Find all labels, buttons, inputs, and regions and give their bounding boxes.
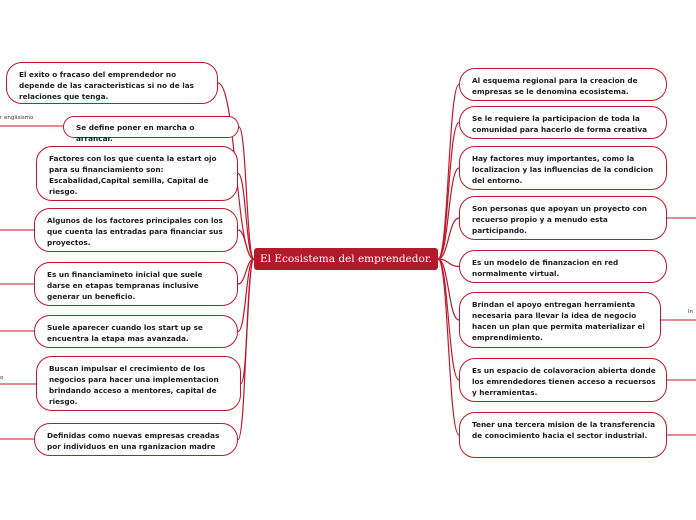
node-right-4[interactable] [459, 196, 667, 240]
edge-label-right-5: In [688, 309, 694, 315]
node-right-3[interactable] [459, 146, 667, 190]
node-right-8-text: Tener una tercera mision de la transferencia de conocimiento hacia el sector industrial. [472, 420, 656, 440]
node-left-7-text: Buscan impulsar el crecimiento de los negocios para hacer una implementacion brindando acceso a mentores, capital de riesgo. [49, 364, 219, 406]
node-left-8[interactable] [34, 423, 238, 456]
node-left-2[interactable] [63, 116, 239, 143]
node-right-2[interactable] [459, 106, 667, 139]
node-left-5-text: Es un financiamineto inicial que suele darse en etapas tempranas inclusive generar un beneficio. [47, 270, 203, 301]
node-left-1[interactable] [6, 62, 218, 104]
connector-node-left-2 [239, 127, 254, 259]
edge-label-left-6: o [0, 375, 4, 381]
node-left-3-text: Factores con los que cuenta la estart ojo para su financiamiento son: Escabalidad,Capital semilla, Capital de riesgo. [49, 154, 217, 196]
connector-node-right-8 [438, 259, 459, 435]
node-right-1-text: Al esquema regional para la creacion de empresas se le denomina ecosistema. [472, 76, 638, 96]
node-right-4-text: Son personas que apoyan un proyecto con recuerso propio y a menudo esta participando. [472, 204, 647, 235]
node-right-7-text: Es un espacio de colavoracion abierta donde los emrendedores tienen acceso a recuersos y herramientas. [472, 366, 656, 397]
edge-label-left-1: r englisismo [0, 115, 34, 121]
node-right-1[interactable] [459, 68, 667, 101]
node-left-8-text: Definidas como nuevas empresas creadas por individuos en una rganizacion madre [47, 431, 220, 451]
node-left-6-text: Suele aparecer cuando los start up se encuentra la etapa mas avanzada. [47, 323, 203, 343]
node-left-6[interactable] [34, 315, 238, 348]
central-topic[interactable]: El Ecosistema del emprendedor. [254, 248, 438, 270]
node-right-3-text: Hay factores muy importantes, como la localizacion y las influencias de la condicion del entorno. [472, 154, 654, 185]
node-right-6[interactable] [459, 292, 661, 348]
connector-node-right-7 [438, 259, 459, 380]
node-left-7[interactable] [36, 356, 241, 411]
connector-node-left-8 [238, 259, 254, 440]
connector-node-right-6 [438, 259, 459, 320]
node-right-8[interactable] [459, 412, 667, 458]
node-left-4-text: Algunos de los factores principales con los que cuenta las entradas para financiar sus proyectos. [47, 216, 223, 247]
node-left-1-text: El exito o fracaso del emprendedor no depende de las caracteristicas si no de las relaciones que tenga. [19, 70, 194, 101]
node-left-3[interactable] [36, 146, 238, 201]
node-right-7[interactable] [459, 358, 667, 402]
connector-node-right-3 [438, 168, 459, 259]
node-left-5[interactable] [34, 262, 238, 306]
node-left-2-text: Se define poner en marcha o arrancar. [76, 123, 195, 143]
node-right-6-text: Brindan el apoyo entregan herramienta necesaria para llevar la idea de negocio hacen un plan que permita materializar el emprendimiento. [472, 300, 645, 342]
node-right-5-text: Es un modelo de finanzacion en red normalmente virtual. [472, 258, 619, 278]
node-right-2-text: Se le requiere la participacion de toda la comunidad para hacerlo de forma creativa [472, 114, 648, 134]
node-right-5[interactable] [459, 250, 667, 283]
node-left-4[interactable] [34, 208, 238, 252]
